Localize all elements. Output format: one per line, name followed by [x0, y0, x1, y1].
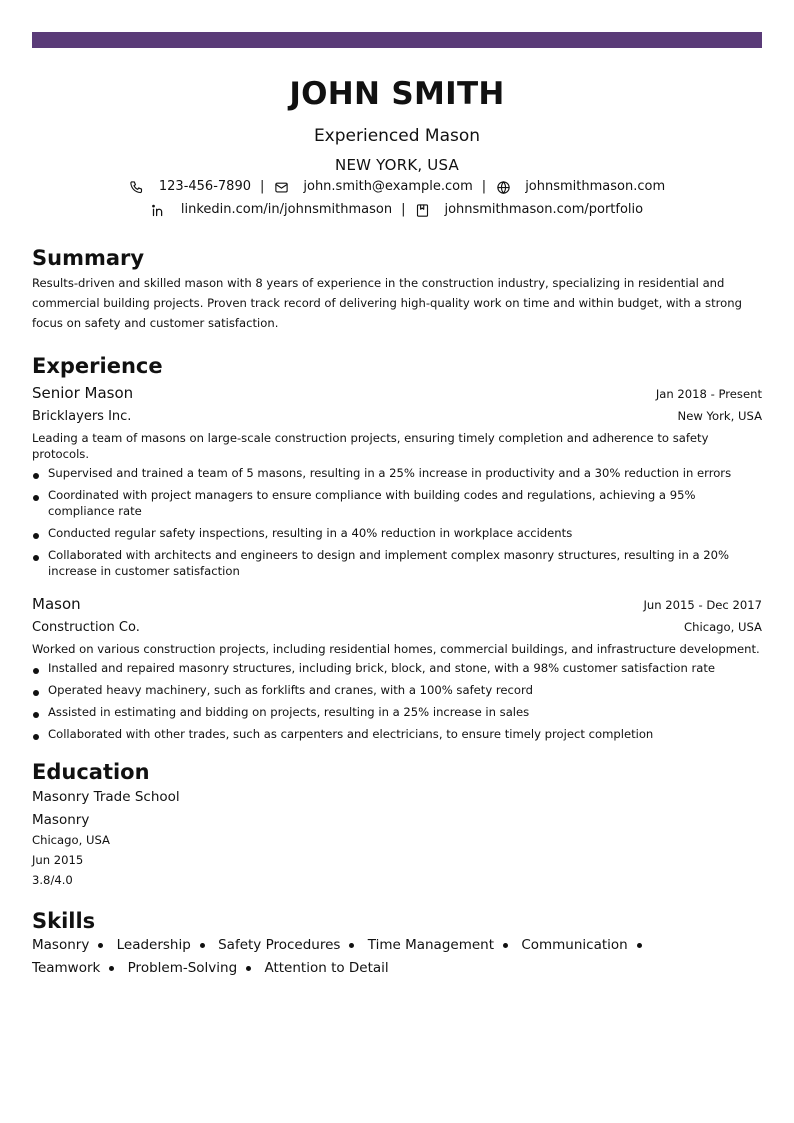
bullet-text: Coordinated with project managers to ensure compliance with building codes and regulations, achieving a 95% compliance rate: [48, 488, 696, 518]
candidate-headline: Experienced Mason: [313, 126, 481, 146]
bullet-text: Collaborated with architects and engineers to design and implement complex masonry structures, resulting in a 20% increase in customer satisfaction: [48, 548, 730, 578]
job-dates: Jan 2018 - Present: [655, 387, 762, 401]
candidate-name: JOHN SMITH: [289, 76, 505, 112]
candidate-location: NEW YORK, USA: [335, 156, 459, 174]
skill-separator-dot-icon: [637, 943, 642, 948]
bullet-text: Assisted in estimating and bidding on projects, resulting in a 25% increase in sales: [48, 705, 530, 719]
experience-section: [32, 353, 762, 742]
job-bullet: [32, 525, 762, 541]
job-company: Construction Co.: [32, 620, 140, 635]
phone-icon: [129, 179, 145, 195]
contact-separator: |: [481, 179, 487, 194]
education-school: Masonry Trade School: [32, 789, 180, 805]
skill-separator-dot-icon: [98, 943, 103, 948]
contact-separator: |: [259, 179, 265, 194]
contact-phone: [129, 178, 251, 196]
bullet-text: Installed and repaired masonry structures, including brick, block, and stone, with a 98% customer satisfaction rate: [48, 661, 716, 675]
skill-separator-dot-icon: [503, 943, 508, 948]
skill-item: Attention to Detail: [264, 960, 389, 976]
bullet-text: Operated heavy machinery, such as forklifts and cranes, with a 100% safety record: [48, 683, 533, 697]
skill-item: Leadership: [116, 937, 191, 953]
job-company-row: [32, 403, 762, 426]
portfolio-text[interactable]: johnsmithmason.com/portfolio: [444, 202, 644, 217]
skill-item: Problem-Solving: [127, 960, 238, 976]
skills-list: [32, 934, 712, 980]
bullet-text: Collaborated with other trades, such as carpenters and electricians, to ensure timely project completion: [48, 727, 654, 741]
job-dates: Jun 2015 - Dec 2017: [643, 598, 762, 612]
email-text[interactable]: john.smith@example.com: [303, 179, 473, 194]
skills-title: Skills: [32, 909, 96, 933]
summary-section: [32, 245, 762, 333]
education-location: Chicago, USA: [32, 833, 110, 847]
contact-website: [495, 178, 665, 196]
bullet-dot-icon: [33, 495, 39, 501]
linkedin-icon: [151, 202, 167, 218]
contact-email: [273, 178, 472, 196]
job-bullets: [32, 660, 762, 742]
experience-title: Experience: [32, 354, 163, 378]
skill-separator-dot-icon: [349, 943, 354, 948]
bullet-dot-icon: [33, 734, 39, 740]
mail-icon: [273, 179, 289, 195]
job-bullet: [32, 682, 762, 698]
contact-separator: |: [401, 202, 406, 217]
job-bullet: [32, 465, 762, 481]
skill-item: Safety Procedures: [218, 937, 341, 953]
bullet-dot-icon: [33, 533, 39, 539]
contact-linkedin: [151, 201, 392, 219]
website-text[interactable]: johnsmithmason.com: [525, 179, 666, 194]
accent-bar: [32, 32, 762, 48]
summary-title: Summary: [32, 246, 145, 270]
job-description: Worked on various construction projects, including residential homes, commercial buildings, and infrastructure development.: [32, 642, 760, 656]
job-bullet: [32, 487, 762, 519]
contact-row-primary: [32, 178, 762, 196]
bullet-dot-icon: [33, 712, 39, 718]
bullet-text: Supervised and trained a team of 5 masons, resulting in a 25% increase in productivity and a 30% reduction in errors: [48, 466, 732, 480]
skill-item: Time Management: [367, 937, 495, 953]
linkedin-text[interactable]: linkedin.com/in/johnsmithmason: [180, 202, 393, 217]
job-entry: [32, 594, 762, 742]
contact-row-secondary: [32, 201, 762, 219]
contact-portfolio: [414, 201, 643, 219]
bullet-dot-icon: [33, 690, 39, 696]
resume-header: [32, 76, 762, 219]
job-bullet: [32, 704, 762, 720]
education-title: Education: [32, 760, 150, 784]
job-description: Leading a team of masons on large-scale construction projects, ensuring timely completion and adherence to safety protocols.: [32, 431, 709, 461]
job-company: Bricklayers Inc.: [32, 409, 132, 424]
job-location: New York, USA: [677, 409, 762, 423]
portfolio-icon: [414, 202, 430, 218]
job-company-row: [32, 614, 762, 637]
bullet-dot-icon: [33, 473, 39, 479]
job-header-row: [32, 383, 762, 403]
skills-section: [32, 908, 762, 980]
bullet-dot-icon: [33, 668, 39, 674]
job-location: Chicago, USA: [684, 620, 762, 634]
skill-separator-dot-icon: [109, 966, 114, 971]
skill-separator-dot-icon: [200, 943, 205, 948]
job-bullet: [32, 547, 762, 579]
job-bullet: [32, 726, 762, 742]
job-title: Senior Mason: [32, 384, 134, 402]
job-bullet: [32, 660, 762, 676]
bullet-dot-icon: [33, 555, 39, 561]
job-bullets: [32, 465, 762, 579]
phone-text[interactable]: 123-456-7890: [158, 179, 251, 194]
skill-separator-dot-icon: [246, 966, 251, 971]
job-entry: [32, 383, 762, 579]
skill-item: Communication: [521, 937, 628, 953]
education-gpa: 3.8/4.0: [32, 873, 73, 887]
job-title: Mason: [32, 595, 81, 613]
job-header-row: [32, 594, 762, 614]
skill-item: Masonry: [32, 937, 90, 953]
education-section: [32, 759, 762, 890]
skill-item: Teamwork: [32, 960, 101, 976]
education-date: Jun 2015: [32, 853, 84, 867]
globe-icon: [495, 179, 511, 195]
education-degree: Masonry: [32, 812, 90, 828]
bullet-text: Conducted regular safety inspections, resulting in a 40% reduction in workplace accidents: [48, 526, 573, 540]
summary-text: Results-driven and skilled mason with 8 years of experience in the construction industry, specializing in residential and commercial building projects. Proven track record of delivering high-quality work on time and within budget, with a strong focus on safety and customer satisfaction.: [32, 276, 742, 330]
